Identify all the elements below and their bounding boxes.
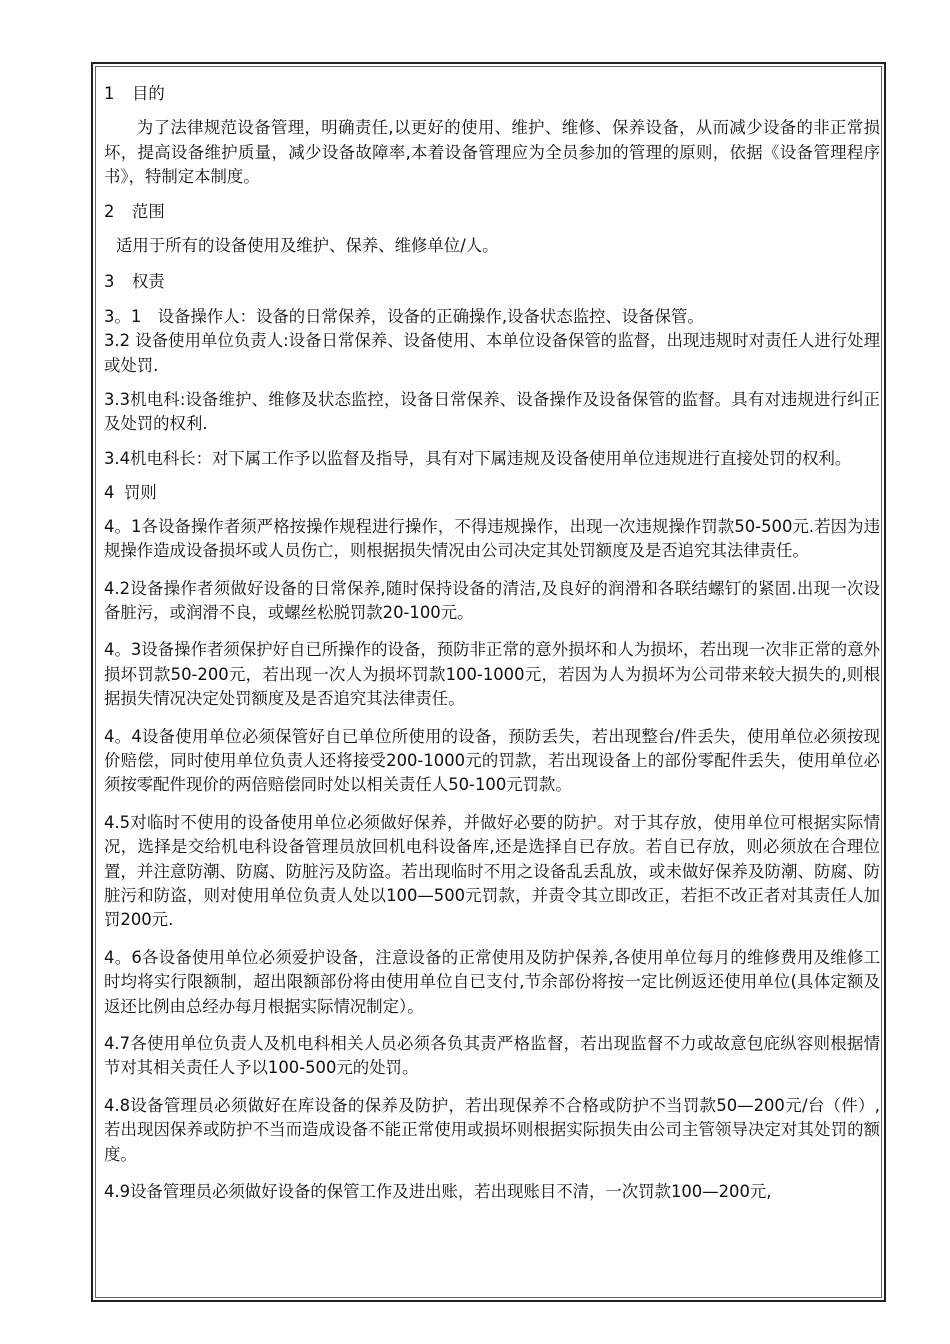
- document-body: [104, 82, 880, 1204]
- penalty-item: 4.8设备管理员必须做好在库设备的保养及防护，若出现保养不合格或防护不当罚款50—200元/台（件）,若出现因保养或防护不当而造成设备不能正常使用或损坏则根据实际损失由公司主管领导决定对其处罚的额度。: [104, 1095, 880, 1164]
- section-number: 3: [104, 272, 115, 292]
- penalty-item: 4。1各设备操作者须严格按操作规程进行操作，不得违规操作，出现一次违规操作罚款50-500元.若因为违规操作造成设备损坏或人员伤亡，则根据损失情况由公司决定其处罚额度及是否追究其法律责任。: [104, 516, 880, 561]
- penalty-item: 4.7各使用单位负责人及机电科相关人员必须各负其责严格监督，若出现监督不力或故意包庇纵容则根据情节对其相关责任人予以100-500元的处罚。: [104, 1034, 880, 1078]
- section-heading-scope: [104, 200, 880, 234]
- purpose-paragraph: 为了法律规范设备管理，明确责任,以更好的使用、维护、维修、保养设备，从而减少设备的非正常损坏，提高设备维护质量，减少设备故障率,本着设备管理应为全员参加的管理的原则，依据《设备管理程序书》，特制定本制度。: [104, 118, 880, 187]
- section-title: 罚则: [124, 483, 157, 503]
- section-heading-purpose: [104, 82, 880, 116]
- section-number: 2: [104, 201, 115, 221]
- penalty-item: 4.2设备操作者须做好设备的日常保养,随时保持设备的清洁,及良好的润滑和各联结螺钉的紧固.出现一次设备脏污，或润滑不良，或螺丝松脱罚款20-100元。: [104, 578, 880, 622]
- responsibility-item: 3.4机电科长：对下属工作予以监督及指导，具有对下属违规及设备使用单位违规进行直接处罚的权利。: [104, 448, 852, 468]
- section-title: 范围: [132, 201, 165, 221]
- penalty-item: 4。4设备使用单位必须保管好自已单位所使用的设备，预防丢失，若出现整台/件丢失，使用单位必须按现价赔偿，同时使用单位负责人还将接受200-1000元的罚款，若出现设备上的部份零配件丢失，使用单位必须按零配件现价的两倍赔偿同时处以相关责任人50-100元罚款。: [104, 726, 880, 795]
- penalty-item: 4。6各设备使用单位必须爱护设备，注意设备的正常使用及防护保养,各使用单位每月的维修费用及维修工时均将实行限额制，超出限额部份将由使用单位自已支付,节余部份将按一定比例返还使用单位(具体定额及返还比例由总经办每月根据实际情况制定）。: [104, 947, 880, 1016]
- penalty-item: 4.5对临时不使用的设备使用单位必须做好保养，并做好必要的防护。对于其存放，使用单位可根据实际情况，选择是交给机电科设备管理员放回机电科设备库,还是选择自已存放。若自已存放，则必须放在合理位置，并注意防潮、防腐、防脏污及防盗。若出现临时不用之设备乱丢乱放，或未做好保养及防潮、防腐、防脏污和防盗，则对使用单位负责人处以100—500元罚款，并责令其立即改正，若拒不改正者对其责任人加罚200元.: [104, 812, 880, 930]
- responsibility-item: 3。1 设备操作人：设备的日常保养，设备的正确操作,设备状态监控、设备保管。: [104, 306, 704, 326]
- section-number: 1: [104, 84, 115, 103]
- penalty-item: 4。3设备操作者须保护好自已所操作的设备，预防非正常的意外损坏和人为损坏，若出现一次非正常的意外损坏罚款50-200元，若出现一次人为损坏罚款100-1000元，若因为人为损坏为公司带来较大损失的,则根据损失情况决定处罚额度及是否追究其法律责任。: [104, 640, 880, 709]
- penalty-item: 4.9设备管理员必须做好设备的保管工作及进出账，若出现账目不清，一次罚款100—200元,: [104, 1182, 772, 1202]
- scope-paragraph: 适用于所有的设备使用及维护、保养、维修单位/人。: [116, 236, 499, 256]
- responsibility-item: 3.3机电科:设备维护、维修及状态监控，设备日常保养、设备操作及设备保管的监督。具有对违规进行纠正及处罚的权利.: [104, 390, 880, 434]
- section-heading-responsibility: [104, 270, 880, 304]
- section-number: 4: [104, 483, 115, 503]
- responsibility-item: 3.2 设备使用单位负责人:设备日常保养、设备使用、本单位设备保管的监督，出现违规时对责任人进行处理或处罚.: [104, 331, 880, 375]
- section-title: 权责: [132, 272, 165, 292]
- section-heading-penalty: [104, 481, 880, 514]
- section-title: 目的: [132, 84, 165, 103]
